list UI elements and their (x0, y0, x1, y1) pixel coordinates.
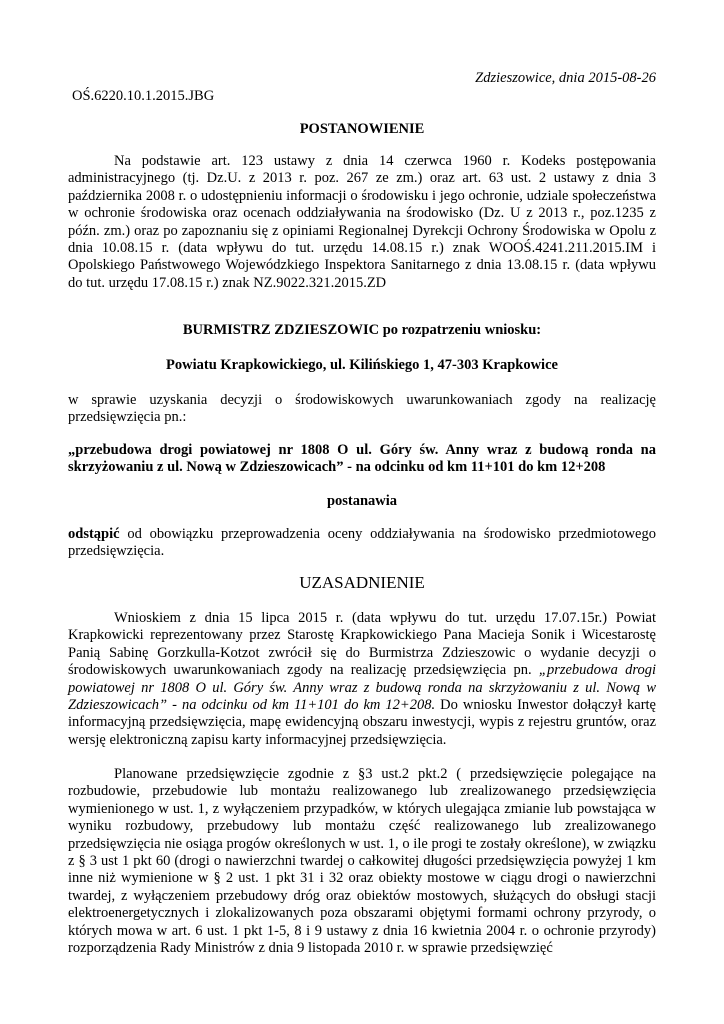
decision-keyword: odstąpić (68, 526, 120, 542)
justification-p1-attachments: Do wniosku Inwestor dołączył kartę informacyjną przedsięwzięcia, mapę ewidencyjną obszaru inwestycji, wypis z rejestru gruntów, oraz wersję elektroniczną zapisu karty informacyjnej przedsięwzięcia. (68, 697, 656, 748)
decision-paragraph (68, 526, 656, 561)
justification-paragraph-2: Planowane przedsięwzięcie zgodnie z §3 ust.2 pkt.2 ( przedsięwzięcie polegające na rozbudowie, przebudowie lub montażu realizowanego lub zrealizowanego przedsięwzięcia wymienionego w ust. 1, z wyłączeniem przypadków, w których ulegająca zmianie lub powstająca w wyniku rozbudowy, przebudowy lub montażu część realizowanego lub zrealizowanego przedsięwzięcia nie osiąga progów określonych w ust. 1, o ile progi te zostały określone), w związku z § 3 ust 1 pkt 60 (drogi o nawierzchni twardej o całkowitej długości przedsięwzięcia powyżej 1 km inne niż wymienione w § 2 ust. 1 pkt 31 i 32 oraz obiekty mostowe w ciągu drogi o nawierzchni twardej, z wyłączeniem przebudowy dróg oraz obiektów mostowych, służących do obsługi stacji elektroenergetycznych i zlokalizowanych poza obszarami objętymi formami ochrony przyrody, o których mowa w art. 6 ust. 1 pkt 1-5, 8 i 9 ustawy z dnia 16 kwietnia 2004 r. o ochronie przyrody) rozporządzenia Rady Ministrów z dnia 9 listopada 2010 r. w sprawie przedsięwzięć (68, 766, 656, 957)
document-title: POSTANOWIENIE (299, 121, 425, 137)
applicant-line: Powiatu Krapkowickiego, ul. Kilińskiego 1, 47-303 Krapkowice (166, 357, 558, 373)
justification-paragraph-1 (68, 610, 656, 749)
legal-basis-paragraph: Na podstawie art. 123 ustawy z dnia 14 czerwca 1960 r. Kodeks postępowania administracyjnego (tj. Dz.U. z 2013 r. poz. 267 ze zm.) oraz art. 63 ust. 2 ustawy z dnia 3 października 2008 r. o udostępnieniu informacji o środowisku i jego ochronie, udziale społeczeństwa w ochronie środowiska oraz ocenach oddziaływania na środowisko (Dz. U z 2013 r., poz.1235 z późn. zm.) oraz po zapoznaniu się z opiniami Regionalnej Dyrekcji Ochrony Środowiska w Opolu z dnia 10.08.15 r. (data wpływu do tut. urzędu 14.08.15 r.) znak WOOŚ.4241.211.2015.IM i Opolskiego Państwowego Wojewódzkiego Inspektora Sanitarnego z dnia 13.08.15 r. (data wpływu do tut. urzędu 17.08.15 r.) znak NZ.9022.321.2015.ZD (68, 153, 656, 291)
decision-text: od obowiązku przeprowadzenia oceny oddziaływania na środowisko przedmiotowego przedsięwzięcia. (68, 526, 656, 560)
reference-number: OŚ.6220.10.1.2015.JBG (72, 88, 215, 104)
matter-paragraph: w sprawie uzyskania decyzji o środowiskowych uwarunkowaniach zgody na realizację przedsięwzięcia pn.: (68, 392, 656, 426)
document-date: Zdzieszowice, dnia 2015-08-26 (475, 70, 656, 86)
justification-title: UZASADNIENIE (299, 573, 425, 592)
project-title: „przebudowa drogi powiatowej nr 1808 O ul. Góry św. Anny wraz z budową ronda na skrzyżowaniu z ul. Nową w Zdzieszowicach” - na odcinku od km 11+101 do km 12+208 (68, 442, 656, 476)
justification-p1-text: Wnioskiem z dnia 15 lipca 2015 r. (data wpływu do tut. urzędu 17.07.15r.) Powiat Krapkowicki reprezentowany przez Starostę Krapkowickiego Pana Macieja Sonik i Wicestarostę Panią Sabinę Gorzkulla-Kotzot zwrócił się do Burmistrza Zdzieszowic o wydanie decyzji o środowiskowych uwarunkowaniach zgody na realizację przedsięwzięcia pn. (68, 610, 656, 679)
justification-p1-project-name: „przebudowa drogi powiatowej nr 1808 O ul. Góry św. Anny wraz z budową ronda na skrzyżowaniu z ul. Nową w Zdzieszowicach” - na odcinku od km 11+101 do km 12+208. (68, 662, 656, 714)
decision-verb: postanawia (326, 493, 398, 509)
authority-line: BURMISTRZ ZDZIESZOWIC po rozpatrzeniu wniosku: (182, 322, 542, 338)
